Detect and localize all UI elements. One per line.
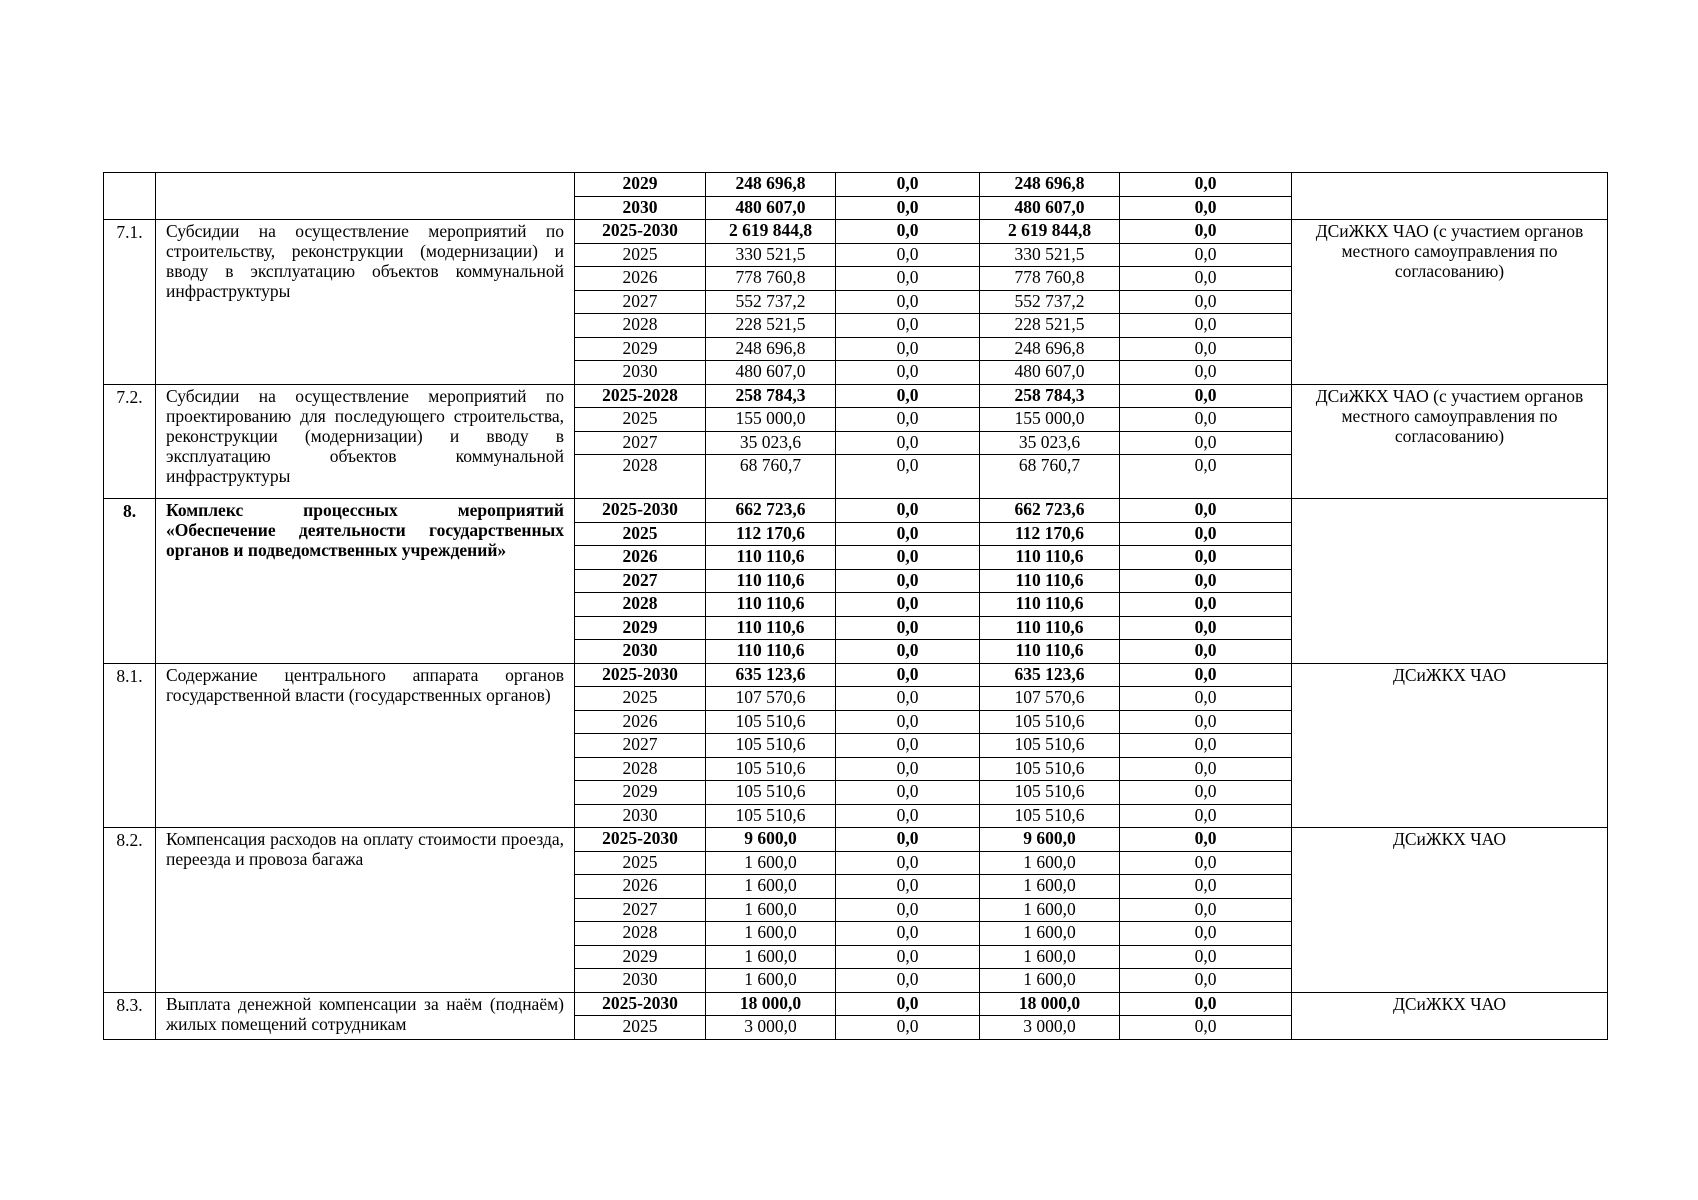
federal-budget-cell: 0,0 bbox=[836, 828, 980, 852]
total-cell: 35 023,6 bbox=[706, 431, 836, 455]
total-cell: 105 510,6 bbox=[706, 710, 836, 734]
executor-cell: ДСиЖКХ ЧАО (с участием органов местного самоуправления по согласованию) bbox=[1292, 384, 1608, 499]
total-cell: 552 737,2 bbox=[706, 290, 836, 314]
total-cell: 228 521,5 bbox=[706, 314, 836, 338]
other-sources-cell: 0,0 bbox=[1120, 546, 1292, 570]
period-cell: 2026 bbox=[575, 546, 706, 570]
okrug-budget-cell: 258 784,3 bbox=[980, 384, 1120, 408]
federal-budget-cell: 0,0 bbox=[836, 734, 980, 758]
other-sources-cell: 0,0 bbox=[1120, 431, 1292, 455]
federal-budget-cell: 0,0 bbox=[836, 337, 980, 361]
okrug-budget-cell: 1 600,0 bbox=[980, 945, 1120, 969]
okrug-budget-cell: 110 110,6 bbox=[980, 616, 1120, 640]
period-cell: 2025-2030 bbox=[575, 220, 706, 244]
period-cell: 2025 bbox=[575, 243, 706, 267]
total-cell: 105 510,6 bbox=[706, 804, 836, 828]
total-cell: 258 784,3 bbox=[706, 384, 836, 408]
period-cell: 2027 bbox=[575, 898, 706, 922]
okrug-budget-cell: 635 123,6 bbox=[980, 663, 1120, 687]
other-sources-cell: 0,0 bbox=[1120, 593, 1292, 617]
other-sources-cell: 0,0 bbox=[1120, 734, 1292, 758]
item-number: 8. bbox=[104, 499, 156, 664]
okrug-budget-cell: 110 110,6 bbox=[980, 569, 1120, 593]
federal-budget-cell: 0,0 bbox=[836, 710, 980, 734]
period-cell: 2025 bbox=[575, 1016, 706, 1040]
other-sources-cell: 0,0 bbox=[1120, 290, 1292, 314]
period-cell: 2030 bbox=[575, 196, 706, 220]
other-sources-cell: 0,0 bbox=[1120, 851, 1292, 875]
okrug-budget-cell: 662 723,6 bbox=[980, 499, 1120, 523]
table-body bbox=[104, 173, 1608, 1040]
total-cell: 110 110,6 bbox=[706, 546, 836, 570]
period-cell: 2029 bbox=[575, 616, 706, 640]
okrug-budget-cell: 112 170,6 bbox=[980, 522, 1120, 546]
federal-budget-cell: 0,0 bbox=[836, 663, 980, 687]
item-name-text: Субсидии на осуществление мероприятий по проектированию для последующего строительства, реконструкции (модернизации) и вводу в эксплуатацию объектов коммунальной инфраструктуры bbox=[166, 385, 564, 486]
other-sources-cell: 0,0 bbox=[1120, 522, 1292, 546]
period-cell: 2025 bbox=[575, 522, 706, 546]
okrug-budget-cell: 110 110,6 bbox=[980, 593, 1120, 617]
period-cell: 2030 bbox=[575, 361, 706, 385]
item-name bbox=[156, 499, 575, 664]
federal-budget-cell: 0,0 bbox=[836, 969, 980, 993]
item-name-text: Компенсация расходов на оплату стоимости проезда, переезда и провоза багажа bbox=[166, 829, 564, 869]
federal-budget-cell: 0,0 bbox=[836, 522, 980, 546]
okrug-budget-cell: 480 607,0 bbox=[980, 196, 1120, 220]
period-cell: 2029 bbox=[575, 337, 706, 361]
okrug-budget-cell: 248 696,8 bbox=[980, 173, 1120, 197]
table-row bbox=[104, 384, 1608, 408]
item-name bbox=[156, 173, 575, 220]
total-cell: 110 110,6 bbox=[706, 616, 836, 640]
period-cell: 2028 bbox=[575, 922, 706, 946]
total-cell: 105 510,6 bbox=[706, 781, 836, 805]
other-sources-cell: 0,0 bbox=[1120, 314, 1292, 338]
period-cell: 2027 bbox=[575, 734, 706, 758]
okrug-budget-cell: 105 510,6 bbox=[980, 804, 1120, 828]
period-cell: 2030 bbox=[575, 804, 706, 828]
period-cell: 2027 bbox=[575, 431, 706, 455]
item-number: 8.1. bbox=[104, 663, 156, 828]
federal-budget-cell: 0,0 bbox=[836, 290, 980, 314]
federal-budget-cell: 0,0 bbox=[836, 922, 980, 946]
item-name bbox=[156, 220, 575, 385]
federal-budget-cell: 0,0 bbox=[836, 384, 980, 408]
federal-budget-cell: 0,0 bbox=[836, 455, 980, 499]
item-name-text: Содержание центрального аппарата органов государственной власти (государственных органов) bbox=[166, 664, 564, 705]
period-cell: 2026 bbox=[575, 267, 706, 291]
executor-cell bbox=[1292, 173, 1608, 220]
federal-budget-cell: 0,0 bbox=[836, 992, 980, 1016]
federal-budget-cell: 0,0 bbox=[836, 687, 980, 711]
okrug-budget-cell: 9 600,0 bbox=[980, 828, 1120, 852]
period-cell: 2030 bbox=[575, 969, 706, 993]
other-sources-cell: 0,0 bbox=[1120, 1016, 1292, 1040]
other-sources-cell: 0,0 bbox=[1120, 361, 1292, 385]
budget-table bbox=[103, 172, 1608, 1040]
federal-budget-cell: 0,0 bbox=[836, 875, 980, 899]
federal-budget-cell: 0,0 bbox=[836, 243, 980, 267]
okrug-budget-cell: 1 600,0 bbox=[980, 851, 1120, 875]
period-cell: 2025 bbox=[575, 687, 706, 711]
table-row bbox=[104, 992, 1608, 1016]
federal-budget-cell: 0,0 bbox=[836, 616, 980, 640]
federal-budget-cell: 0,0 bbox=[836, 1016, 980, 1040]
okrug-budget-cell: 228 521,5 bbox=[980, 314, 1120, 338]
item-name-text: Субсидии на осуществление мероприятий по строительству, реконструкции (модернизации) и вводу в эксплуатацию объектов коммунальной инфраструктуры bbox=[166, 221, 564, 301]
other-sources-cell: 0,0 bbox=[1120, 757, 1292, 781]
item-name bbox=[156, 384, 575, 499]
period-cell: 2025-2030 bbox=[575, 663, 706, 687]
period-cell: 2026 bbox=[575, 875, 706, 899]
period-cell: 2029 bbox=[575, 173, 706, 197]
executor-cell: ДСиЖКХ ЧАО bbox=[1292, 992, 1608, 1039]
other-sources-cell: 0,0 bbox=[1120, 922, 1292, 946]
period-cell: 2030 bbox=[575, 640, 706, 664]
okrug-budget-cell: 778 760,8 bbox=[980, 267, 1120, 291]
other-sources-cell: 0,0 bbox=[1120, 781, 1292, 805]
total-cell: 1 600,0 bbox=[706, 875, 836, 899]
okrug-budget-cell: 110 110,6 bbox=[980, 546, 1120, 570]
total-cell: 778 760,8 bbox=[706, 267, 836, 291]
period-cell: 2025-2030 bbox=[575, 828, 706, 852]
federal-budget-cell: 0,0 bbox=[836, 220, 980, 244]
total-cell: 18 000,0 bbox=[706, 992, 836, 1016]
total-cell: 155 000,0 bbox=[706, 408, 836, 432]
federal-budget-cell: 0,0 bbox=[836, 945, 980, 969]
executor-cell bbox=[1292, 499, 1608, 664]
total-cell: 110 110,6 bbox=[706, 569, 836, 593]
item-name bbox=[156, 828, 575, 993]
other-sources-cell: 0,0 bbox=[1120, 196, 1292, 220]
other-sources-cell: 0,0 bbox=[1120, 710, 1292, 734]
item-number: 7.1. bbox=[104, 220, 156, 385]
federal-budget-cell: 0,0 bbox=[836, 499, 980, 523]
okrug-budget-cell: 110 110,6 bbox=[980, 640, 1120, 664]
item-number: 7.2. bbox=[104, 384, 156, 499]
other-sources-cell: 0,0 bbox=[1120, 687, 1292, 711]
item-number: 8.2. bbox=[104, 828, 156, 993]
period-cell: 2028 bbox=[575, 757, 706, 781]
total-cell: 105 510,6 bbox=[706, 734, 836, 758]
okrug-budget-cell: 1 600,0 bbox=[980, 969, 1120, 993]
federal-budget-cell: 0,0 bbox=[836, 640, 980, 664]
total-cell: 105 510,6 bbox=[706, 757, 836, 781]
federal-budget-cell: 0,0 bbox=[836, 267, 980, 291]
okrug-budget-cell: 105 510,6 bbox=[980, 734, 1120, 758]
other-sources-cell: 0,0 bbox=[1120, 616, 1292, 640]
other-sources-cell: 0,0 bbox=[1120, 828, 1292, 852]
other-sources-cell: 0,0 bbox=[1120, 243, 1292, 267]
other-sources-cell: 0,0 bbox=[1120, 992, 1292, 1016]
period-cell: 2027 bbox=[575, 290, 706, 314]
other-sources-cell: 0,0 bbox=[1120, 220, 1292, 244]
period-cell: 2025-2030 bbox=[575, 499, 706, 523]
federal-budget-cell: 0,0 bbox=[836, 804, 980, 828]
table-row bbox=[104, 173, 1608, 197]
okrug-budget-cell: 68 760,7 bbox=[980, 455, 1120, 499]
total-cell: 480 607,0 bbox=[706, 361, 836, 385]
okrug-budget-cell: 552 737,2 bbox=[980, 290, 1120, 314]
federal-budget-cell: 0,0 bbox=[836, 196, 980, 220]
table-row bbox=[104, 499, 1608, 523]
period-cell: 2025 bbox=[575, 851, 706, 875]
okrug-budget-cell: 105 510,6 bbox=[980, 710, 1120, 734]
federal-budget-cell: 0,0 bbox=[836, 851, 980, 875]
other-sources-cell: 0,0 bbox=[1120, 945, 1292, 969]
other-sources-cell: 0,0 bbox=[1120, 455, 1292, 499]
other-sources-cell: 0,0 bbox=[1120, 898, 1292, 922]
total-cell: 248 696,8 bbox=[706, 173, 836, 197]
other-sources-cell: 0,0 bbox=[1120, 804, 1292, 828]
period-cell: 2026 bbox=[575, 710, 706, 734]
okrug-budget-cell: 2 619 844,8 bbox=[980, 220, 1120, 244]
total-cell: 2 619 844,8 bbox=[706, 220, 836, 244]
other-sources-cell: 0,0 bbox=[1120, 499, 1292, 523]
federal-budget-cell: 0,0 bbox=[836, 898, 980, 922]
okrug-budget-cell: 330 521,5 bbox=[980, 243, 1120, 267]
total-cell: 9 600,0 bbox=[706, 828, 836, 852]
total-cell: 107 570,6 bbox=[706, 687, 836, 711]
other-sources-cell: 0,0 bbox=[1120, 173, 1292, 197]
okrug-budget-cell: 18 000,0 bbox=[980, 992, 1120, 1016]
total-cell: 1 600,0 bbox=[706, 851, 836, 875]
okrug-budget-cell: 1 600,0 bbox=[980, 922, 1120, 946]
okrug-budget-cell: 480 607,0 bbox=[980, 361, 1120, 385]
other-sources-cell: 0,0 bbox=[1120, 384, 1292, 408]
total-cell: 68 760,7 bbox=[706, 455, 836, 499]
federal-budget-cell: 0,0 bbox=[836, 593, 980, 617]
federal-budget-cell: 0,0 bbox=[836, 546, 980, 570]
item-number: 8.3. bbox=[104, 992, 156, 1039]
total-cell: 1 600,0 bbox=[706, 898, 836, 922]
federal-budget-cell: 0,0 bbox=[836, 431, 980, 455]
total-cell: 1 600,0 bbox=[706, 922, 836, 946]
period-cell: 2029 bbox=[575, 781, 706, 805]
okrug-budget-cell: 1 600,0 bbox=[980, 898, 1120, 922]
item-name-text: Выплата денежной компенсации за наём (поднаём) жилых помещений сотрудникам bbox=[166, 993, 564, 1034]
okrug-budget-cell: 1 600,0 bbox=[980, 875, 1120, 899]
item-number bbox=[104, 173, 156, 220]
executor-cell: ДСиЖКХ ЧАО (с участием органов местного самоуправления по согласованию) bbox=[1292, 220, 1608, 385]
total-cell: 1 600,0 bbox=[706, 945, 836, 969]
period-cell: 2028 bbox=[575, 314, 706, 338]
other-sources-cell: 0,0 bbox=[1120, 663, 1292, 687]
executor-cell: ДСиЖКХ ЧАО bbox=[1292, 828, 1608, 993]
okrug-budget-cell: 35 023,6 bbox=[980, 431, 1120, 455]
table-row bbox=[104, 828, 1608, 852]
period-cell: 2025-2028 bbox=[575, 384, 706, 408]
total-cell: 480 607,0 bbox=[706, 196, 836, 220]
table-row bbox=[104, 220, 1608, 244]
other-sources-cell: 0,0 bbox=[1120, 875, 1292, 899]
period-cell: 2025-2030 bbox=[575, 992, 706, 1016]
item-name-text: Комплекс процессных мероприятий «Обеспечение деятельности государственных органов и подведомственных учреждений» bbox=[166, 500, 564, 560]
total-cell: 662 723,6 bbox=[706, 499, 836, 523]
federal-budget-cell: 0,0 bbox=[836, 757, 980, 781]
federal-budget-cell: 0,0 bbox=[836, 361, 980, 385]
okrug-budget-cell: 248 696,8 bbox=[980, 337, 1120, 361]
total-cell: 110 110,6 bbox=[706, 593, 836, 617]
okrug-budget-cell: 155 000,0 bbox=[980, 408, 1120, 432]
total-cell: 3 000,0 bbox=[706, 1016, 836, 1040]
total-cell: 635 123,6 bbox=[706, 663, 836, 687]
period-cell: 2028 bbox=[575, 455, 706, 499]
total-cell: 330 521,5 bbox=[706, 243, 836, 267]
item-name bbox=[156, 992, 575, 1039]
other-sources-cell: 0,0 bbox=[1120, 969, 1292, 993]
federal-budget-cell: 0,0 bbox=[836, 173, 980, 197]
other-sources-cell: 0,0 bbox=[1120, 408, 1292, 432]
okrug-budget-cell: 105 510,6 bbox=[980, 757, 1120, 781]
table-row bbox=[104, 663, 1608, 687]
executor-cell: ДСиЖКХ ЧАО bbox=[1292, 663, 1608, 828]
total-cell: 110 110,6 bbox=[706, 640, 836, 664]
other-sources-cell: 0,0 bbox=[1120, 640, 1292, 664]
period-cell: 2027 bbox=[575, 569, 706, 593]
period-cell: 2028 bbox=[575, 593, 706, 617]
federal-budget-cell: 0,0 bbox=[836, 408, 980, 432]
federal-budget-cell: 0,0 bbox=[836, 569, 980, 593]
total-cell: 1 600,0 bbox=[706, 969, 836, 993]
period-cell: 2025 bbox=[575, 408, 706, 432]
federal-budget-cell: 0,0 bbox=[836, 781, 980, 805]
other-sources-cell: 0,0 bbox=[1120, 569, 1292, 593]
okrug-budget-cell: 107 570,6 bbox=[980, 687, 1120, 711]
item-name bbox=[156, 663, 575, 828]
federal-budget-cell: 0,0 bbox=[836, 314, 980, 338]
other-sources-cell: 0,0 bbox=[1120, 267, 1292, 291]
period-cell: 2029 bbox=[575, 945, 706, 969]
total-cell: 248 696,8 bbox=[706, 337, 836, 361]
total-cell: 112 170,6 bbox=[706, 522, 836, 546]
okrug-budget-cell: 105 510,6 bbox=[980, 781, 1120, 805]
other-sources-cell: 0,0 bbox=[1120, 337, 1292, 361]
okrug-budget-cell: 3 000,0 bbox=[980, 1016, 1120, 1040]
